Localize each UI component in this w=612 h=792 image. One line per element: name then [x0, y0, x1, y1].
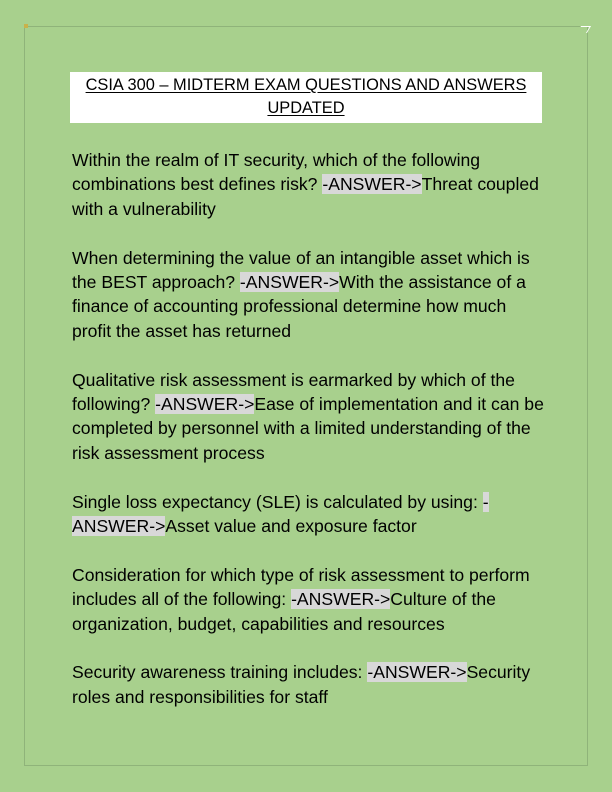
- question-text: When determining the value of an intangible asset which is the BEST approach?: [72, 247, 530, 293]
- qa-item: [72, 490, 547, 539]
- corner-mark-icon: [24, 24, 28, 28]
- qa-list: [72, 148, 547, 734]
- qa-item: [72, 148, 547, 221]
- answer-text: Asset value and exposure factor: [165, 516, 417, 537]
- answer-text: With the assistance of a finance of accounting professional determine how much profit the asset has returned: [72, 272, 526, 341]
- answer-tag: -ANSWER->: [291, 589, 391, 610]
- question-text: Single loss expectancy (SLE) is calculated by using:: [72, 491, 483, 512]
- page-fold-icon: [577, 26, 591, 33]
- answer-tag: -ANSWER->: [322, 174, 422, 195]
- answer-tag: -ANSWER->: [155, 394, 255, 415]
- answer-text: Threat coupled with a vulnerability: [72, 174, 539, 219]
- answer-text: Culture of the organization, budget, capabilities and resources: [72, 589, 496, 634]
- title-box: [70, 72, 542, 123]
- qa-item: [72, 246, 547, 344]
- answer-tag: -ANSWER->: [239, 272, 340, 293]
- answer-text: Security roles and responsibilities for staff: [72, 662, 531, 707]
- answer-tag: -ANSWER->: [72, 491, 489, 537]
- qa-item: [72, 660, 547, 709]
- question-text: Consideration for which type of risk assessment to perform includes all of the following:: [72, 564, 530, 610]
- answer-tag: -ANSWER->: [367, 662, 467, 683]
- qa-item: [72, 368, 547, 466]
- qa-item: [72, 563, 547, 636]
- question-text: Security awareness training includes:: [72, 662, 368, 683]
- question-text: Qualitative risk assessment is earmarked by which of the following?: [72, 369, 515, 415]
- document-title-line-1: CSIA 300 – MIDTERM EXAM QUESTIONS AND ANSWERS: [85, 76, 527, 94]
- document-title-line-2: UPDATED: [267, 99, 345, 117]
- answer-text: Ease of implementation and it can be completed by personnel with a limited understanding of the risk assessment process: [72, 394, 544, 463]
- question-text: Within the realm of IT security, which of the following combinations best defines risk?: [72, 150, 481, 195]
